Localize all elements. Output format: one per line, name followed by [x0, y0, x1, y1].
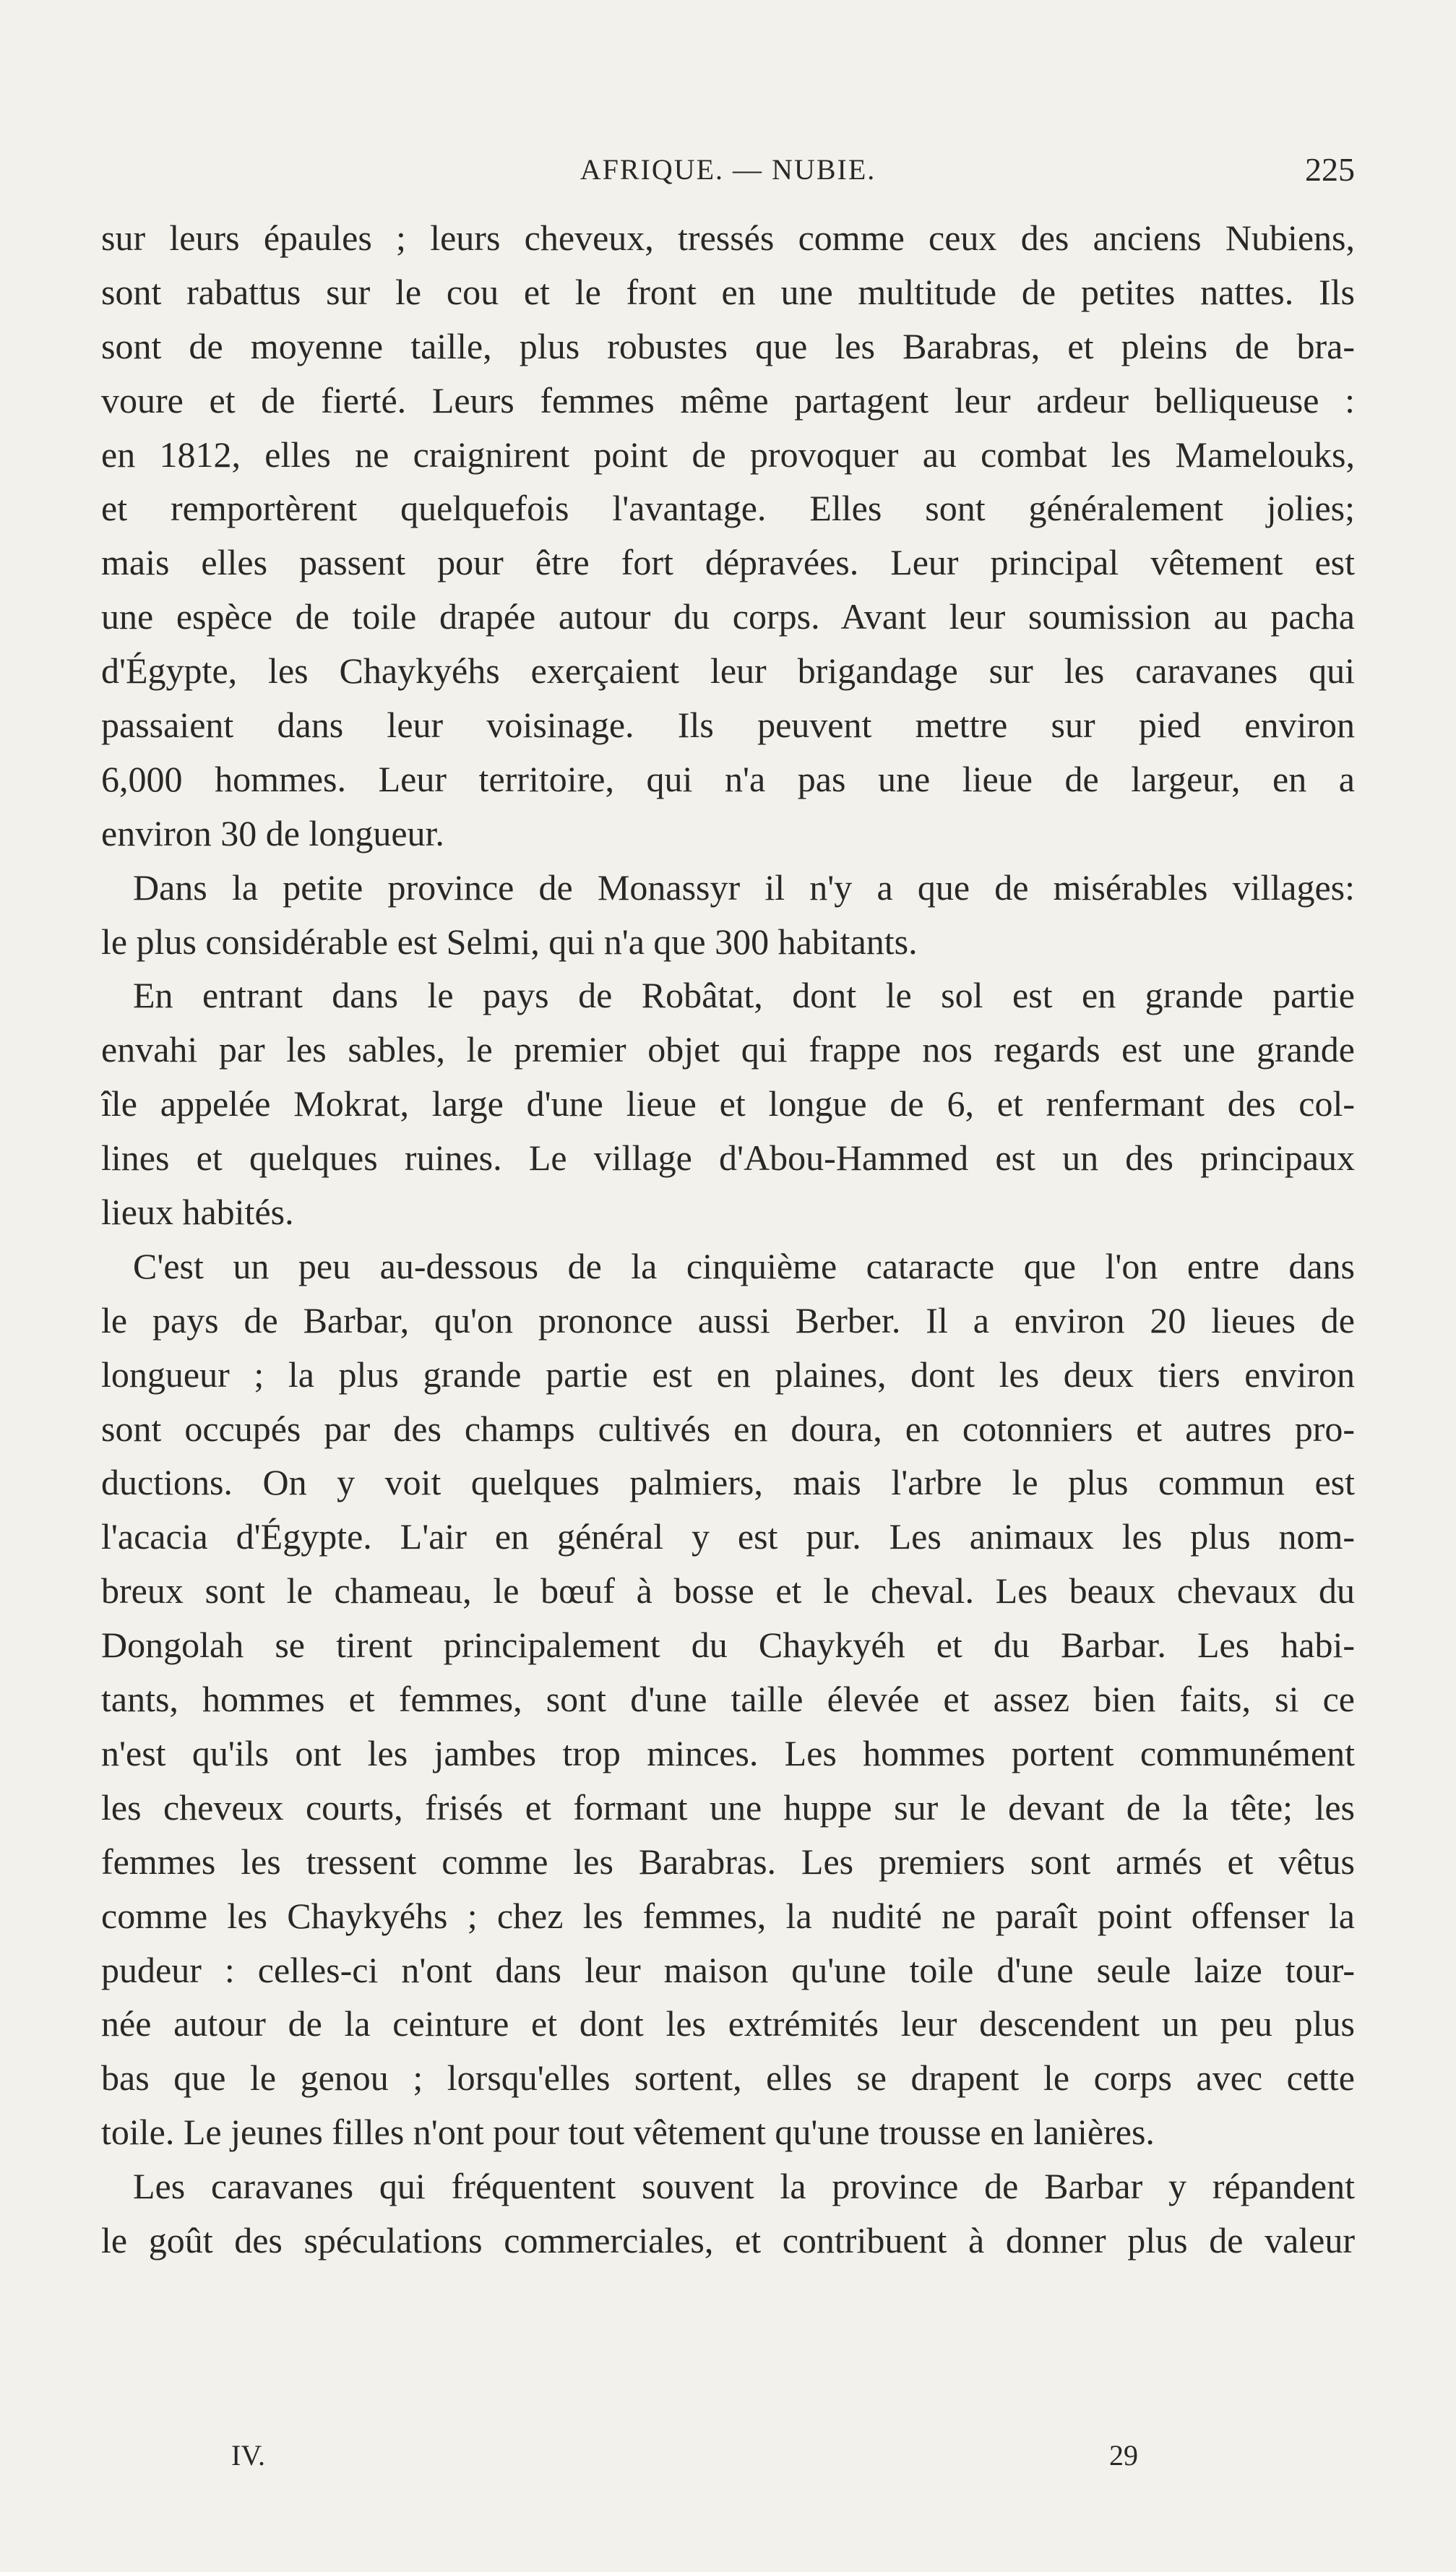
text-line: née autour de la ceinture et dont les extrémités leur descendent un peu plus	[101, 2003, 1355, 2044]
text-line: envahi par les sables, le premier objet qui frappe nos regards est une grande	[101, 1029, 1355, 1070]
text-line: bas que le genou ; lorsqu'elles sortent, elles se drapent le corps avec cette	[101, 2057, 1355, 2099]
text-line: sont de moyenne taille, plus robustes que les Barabras, et pleins de bra-	[101, 325, 1355, 366]
text-line: toile. Le jeunes filles n'ont pour tout vêtement qu'une trousse en lanières.	[101, 2112, 1155, 2153]
text-line: l'acacia d'Égypte. L'air en général y est pur. Les animaux les plus nom-	[101, 1516, 1355, 1557]
text-line: Les caravanes qui fréquentent souvent la province de Barbar y répandent	[133, 2166, 1355, 2207]
text-line: voure et de fierté. Leurs femmes même partagent leur ardeur belliqueuse :	[101, 379, 1355, 421]
text-line: lieux habités.	[101, 1192, 294, 1233]
text-line: d'Égypte, les Chaykyéhs exerçaient leur brigandage sur les caravanes qui	[101, 650, 1355, 692]
body-text	[101, 211, 1355, 2268]
text-line: breux sont le chameau, le bœuf à bosse et le cheval. Les beaux chevaux du	[101, 1570, 1355, 1612]
text-line: comme les Chaykyéhs ; chez les femmes, la nudité ne paraît point offenser la	[101, 1895, 1355, 1936]
text-line: 6,000 hommes. Leur territoire, qui n'a pas une lieue de largeur, en a	[101, 758, 1355, 799]
text-line: Dans la petite province de Monassyr il n'y a que de misérables villages:	[133, 866, 1355, 908]
text-line: une espèce de toile drapée autour du corps. Avant leur soumission au pacha	[101, 596, 1355, 637]
text-line: le pays de Barbar, qu'on prononce aussi Berber. Il a environ 20 lieues de	[101, 1299, 1355, 1341]
text-line: longueur ; la plus grande partie est en plaines, dont les deux tiers environ	[101, 1354, 1355, 1395]
text-line: n'est qu'ils ont les jambes trop minces. Les hommes portent communément	[101, 1732, 1355, 1773]
signature-mark: 29	[1109, 2439, 1138, 2472]
text-line: le plus considérable est Selmi, qui n'a que 300 habitants.	[101, 921, 918, 962]
text-line: lines et quelques ruines. Le village d'Abou-Hammed est un des principaux	[101, 1137, 1355, 1179]
page-number: 225	[1305, 151, 1355, 188]
text-line: C'est un peu au-dessous de la cinquième cataracte que l'on entre dans	[133, 1245, 1355, 1286]
text-line: sur leurs épaules ; leurs cheveux, tressés comme ceux des anciens Nubiens,	[101, 218, 1355, 258]
text-line: île appelée Mokrat, large d'une lieue et longue de 6, et renfermant des col-	[101, 1083, 1355, 1124]
text-line: femmes les tressent comme les Barabras. Les premiers sont armés et vêtus	[101, 1841, 1355, 1882]
text-line: environ 30 de longueur.	[101, 812, 444, 853]
text-line: les cheveux courts, frisés et formant une huppe sur le devant de la tête; les	[101, 1786, 1355, 1828]
text-line: le goût des spéculations commerciales, et contribuent à donner plus de valeur	[101, 2219, 1355, 2261]
text-line: et remportèrent quelquefois l'avantage. Elles sont généralement jolies;	[101, 488, 1355, 529]
text-line: sont occupés par des champs cultivés en doura, en cotonniers et autres pro-	[101, 1408, 1355, 1449]
running-title: AFRIQUE. — NUBIE.	[580, 153, 876, 186]
text-line: Dongolah se tirent principalement du Chaykyéh et du Barbar. Les habi-	[101, 1625, 1355, 1666]
text-line: passaient dans leur voisinage. Ils peuvent mettre sur pied environ	[101, 705, 1355, 746]
text-line: ductions. On y voit quelques palmiers, mais l'arbre le plus commun est	[101, 1462, 1355, 1503]
text-line: En entrant dans le pays de Robâtat, dont le sol est en grande partie	[133, 975, 1355, 1016]
text-line: sont rabattus sur le cou et le front en une multitude de petites nattes. Ils	[101, 271, 1355, 312]
page-footer	[101, 2434, 1355, 2477]
text-line: tants, hommes et femmes, sont d'une taille élevée et assez bien faits, si ce	[101, 1679, 1355, 1720]
text-line: en 1812, elles ne craignirent point de provoquer au combat les Mamelouks,	[101, 434, 1355, 475]
text-line: mais elles passent pour être fort dépravées. Leur principal vêtement est	[101, 542, 1355, 583]
text-line: pudeur : celles-ci n'ont dans leur maison qu'une toile d'une seule laize tour-	[101, 1949, 1355, 1990]
volume-number: IV.	[231, 2439, 266, 2472]
running-head	[101, 145, 1355, 195]
